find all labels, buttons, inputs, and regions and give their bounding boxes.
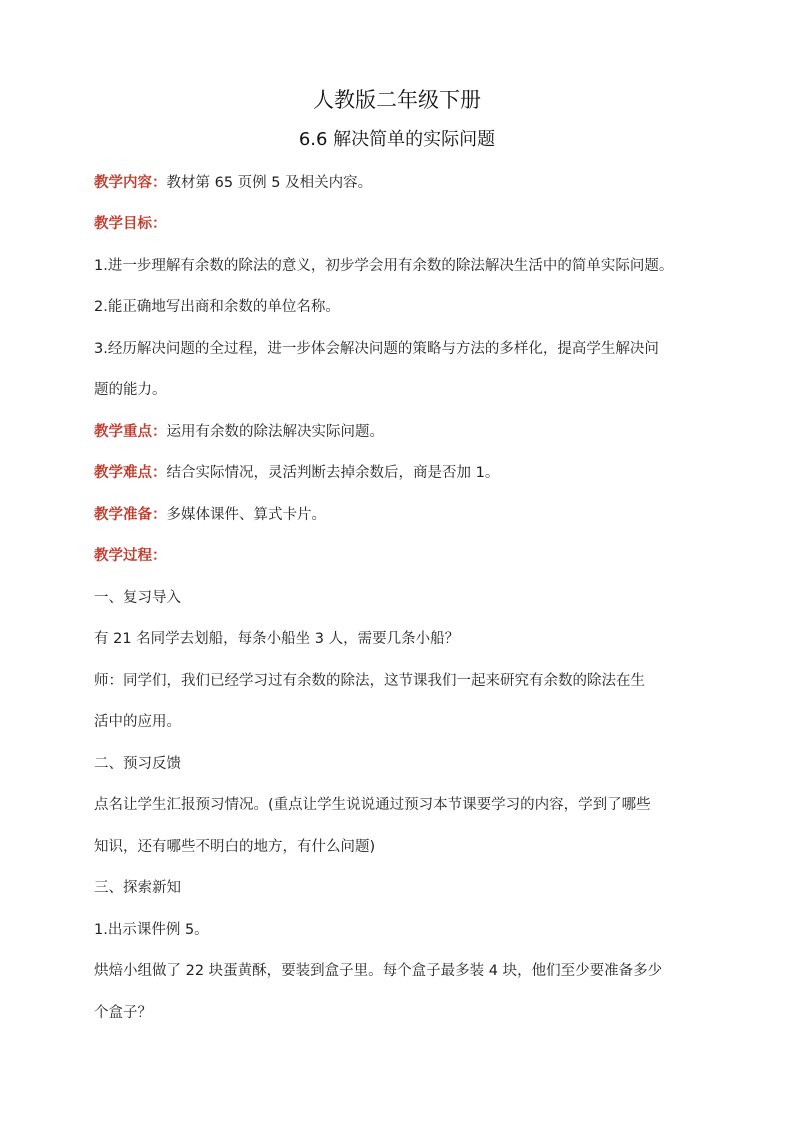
section-heading-explore: 三、探索新知 [94, 880, 181, 896]
process-label: 教学过程： [94, 548, 167, 564]
review-line-1: 有 21 名同学去划船，每条小船坐 3 人，需要几条小船？ [94, 631, 460, 647]
objective-item-1: 1.进一步理解有余数的除法的意义，初步学会用有余数的除法解决生活中的简单实际问题。 [94, 258, 674, 274]
review-line-3: 活中的应用。 [94, 714, 181, 730]
lesson-title: 6.6 解决简单的实际问题 [298, 129, 496, 150]
objective-item-2: 2.能正确地写出商和余数的单位名称。 [94, 299, 340, 315]
review-line-2: 师：同学们，我们已经学习过有余数的除法，这节课我们一起来研究有余数的除法在生 [94, 673, 645, 689]
process-heading [94, 545, 724, 567]
explore-line-3: 个盒子？ [94, 1005, 152, 1021]
key-point-text: 运用有余数的除法解决实际问题。 [166, 424, 384, 440]
explore-line-2: 烘焙小组做了 22 块蛋黄酥，要装到盒子里。每个盒子最多装 4 块，他们至少要准备多少 [94, 963, 663, 979]
objective-item-3-cont: 题的能力。 [94, 382, 167, 398]
explore-line-1: 1.出示课件例 5。 [94, 922, 209, 938]
section-heading-preview: 二、预习反馈 [94, 756, 181, 772]
objectives-heading [94, 213, 724, 235]
content-text: 教材第 65 页例 5 及相关内容。 [166, 175, 373, 191]
difficulty-line [94, 462, 724, 484]
preview-line-1: 点名让学生汇报预习情况。(重点让学生说说通过预习本节课要学习的内容，学到了哪些 [94, 797, 651, 813]
content-line [94, 172, 724, 194]
objectives-label: 教学目标： [94, 216, 167, 232]
key-point-line [94, 421, 724, 443]
section-heading-review: 一、复习导入 [94, 590, 181, 606]
preparation-label: 教学准备： [94, 507, 167, 523]
key-point-label: 教学重点： [94, 424, 167, 440]
difficulty-label: 教学难点： [94, 465, 167, 481]
content-label: 教学内容： [94, 175, 167, 191]
objective-item-3: 3.经历解决问题的全过程，进一步体会解决问题的策略与方法的多样化，提高学生解决问 [94, 341, 659, 357]
document-title: 人教版二年级下册 [313, 88, 481, 112]
preview-line-2: 知识，还有哪些不明白的地方，有什么问题) [94, 839, 376, 855]
difficulty-text: 结合实际情况，灵活判断去掉余数后，商是否加 1。 [166, 465, 500, 481]
preparation-line [94, 504, 724, 526]
preparation-text: 多媒体课件、算式卡片。 [166, 507, 326, 523]
